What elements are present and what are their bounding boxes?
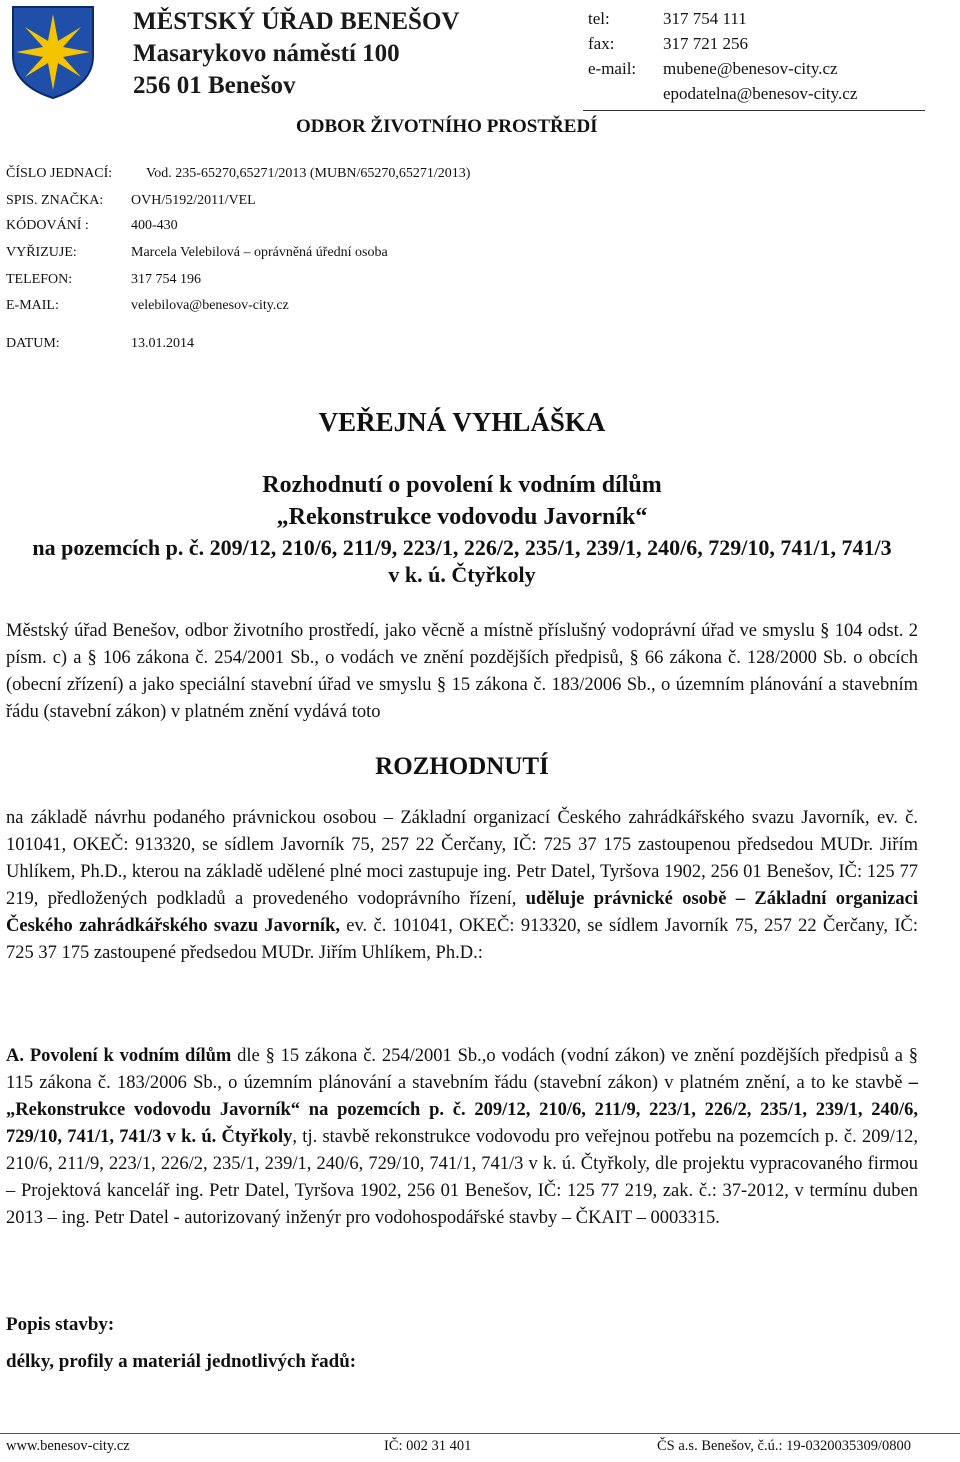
meta-row-datum [6,336,194,352]
org-address-city: 256 01 Benešov [133,72,296,99]
tel-value: 317 754 111 [663,9,747,28]
footer-ic: IČ: 002 31 401 [384,1438,472,1454]
city-coat-of-arms-logo [10,4,96,100]
org-address-street: Masarykovo náměstí 100 [133,40,400,67]
contact-block [588,6,928,106]
popis-stavby-heading: Popis stavby: [6,1314,115,1335]
meta-value: Marcela Velebilová – oprávněná úřední osoba [131,245,388,260]
section-a-heading: A. Povolení k vodním dílům [6,1046,232,1066]
section-a-project-bold: – „Rekonstrukce vodovodu Javorník“ na pozemcích p. č. 209/12, 210/6, 211/9, 223/1, 226/2, 235/1, 239/1, 240/6, 729/10, 741/1, 741/3 v k. ú. Čtyřkoly [6,1073,918,1147]
meta-label: DATUM: [6,336,60,351]
delky-heading: délky, profily a materiál jednotlivých řadů: [6,1351,357,1372]
meta-value: 13.01.2014 [131,336,194,351]
email-link-epodatelna[interactable]: epodatelna@benesov-city.cz [663,84,858,103]
meta-value: Vod. 235-65270,65271/2013 (MUBN/65270,65271/2013) [146,166,471,181]
header-divider [583,110,925,111]
department-name: ODBOR ŽIVOTNÍHO PROSTŘEDÍ [296,116,598,137]
project-name: „Rekonstrukce vodovodu Javorník“ [276,504,648,530]
decision-subject: Rozhodnutí o povolení k vodním dílům [262,472,662,498]
document-title: VEŘEJNÁ VYHLÁŠKA [318,407,606,437]
email-label: e-mail: [588,59,637,78]
meta-label: TELEFON: [6,272,73,287]
meta-row-telefon [6,272,201,288]
intro-paragraph [6,618,918,726]
organization-header [133,6,459,102]
decision-paragraph [6,805,918,967]
meta-row-email [6,298,289,314]
intro-text: Městský úřad Benešov, odbor životního prostředí, jako věcně a místně příslušný vodoprávní úřad ve smyslu § 104 odst. 2 písm. c) a § 106 zákona č. 254/2001 Sb., o vodách ve znění pozdějších předpisů, § 66 zákona č. 128/2000 Sb. o obcích (obecní zřízení) a jako speciální stavební úřad ve smyslu § 15 zákona č. 183/2006 Sb., o územním plánování a stavebním řádu (stavební zákon) v platném znění vydává toto [6,621,918,722]
meta-row-spis [6,193,256,209]
footer-bank-account: ČS a.s. Benešov, č.ú.: 19-0320035309/0800 [657,1438,912,1454]
footer-website-link[interactable]: www.benesov-city.cz [6,1438,130,1454]
meta-row-cislo [6,166,471,182]
meta-row-kod [6,218,178,234]
parcel-list: na pozemcích p. č. 209/12, 210/6, 211/9, 223/1, 226/2, 235/1, 239/1, 240/6, 729/10, 741/1, 741/3 [32,535,892,560]
meta-row-vyrizuje [6,245,388,261]
decision-bold-text: uděluje právnické osobě – Základní organizaci Českého zahrádkářského svazu Javorník, [6,889,918,936]
footer-divider [0,1433,960,1434]
cadastral-area: v k. ú. Čtyřkoly [388,562,536,587]
meta-value: velebilova@benesov-city.cz [131,298,289,313]
meta-value: 317 754 196 [131,272,201,287]
meta-value: 400-430 [131,218,178,233]
email-link-mubene[interactable]: mubene@benesov-city.cz [663,59,838,78]
meta-label: ČÍSLO JEDNACÍ: [6,166,113,181]
fax-label: fax: [588,34,615,53]
decision-text-1: na základě návrhu podaného právnickou osobou – Základní organizací Českého zahrádkářského svazu Javorník, ev. č. 101041, OKEČ: 913320, se sídlem Javorník 75, 257 22 Čerčany, IČ: 725 37 175 zastoupenou předsedou MUDr. Jiřím Uhlíkem, Ph.D., kterou na základě udělené plné moci zastupuje ing. Petr Datel, Tyršova 1902, 256 01 Benešov, IČ: 125 77 219, předložených podkladů a provedeného vodoprávního řízení, [6,808,918,909]
tel-label: tel: [588,9,610,28]
meta-label: E-MAIL: [6,298,59,313]
section-a-text-2: , tj. stavbě rekonstrukce vodovodu pro veřejnou potřebu na pozemcích p. č. 209/12, 210/6, 211/9, 223/1, 226/2, 235/1, 239/1, 240/6, 729/10, 741/1, 741/3 v k. ú. Čtyřkoly, dle projektu vypracovaného firmou – Projektová kancelář ing. Petr Datel, Tyršova 1902, 256 01 Benešov, IČ: 125 77 219, zak. č.: 37-2012, v termínu duben 2013 – ing. Petr Datel - autorizovaný inženýr pro vodohospodářské stavby – ČKAIT – 0003315. [6,1127,918,1228]
meta-value: OVH/5192/2011/VEL [131,193,256,208]
decision-text-2: ev. č. 101041, OKEČ: 913320, se sídlem Javorník 75, 257 22 Čerčany, IČ: 725 37 175 zastoupené předsedou MUDr. Jiřím Uhlíkem, Ph.D.: [6,916,918,963]
decision-heading: ROZHODNUTÍ [375,753,549,780]
meta-label: SPIS. ZNAČKA: [6,193,104,208]
section-a-paragraph [6,1043,918,1232]
org-name: MĚSTSKÝ ÚŘAD BENEŠOV [133,8,460,35]
section-a-text-1: dle § 15 zákona č. 254/2001 Sb.,o vodách (vodní zákon) ve znění pozdějších předpisů a § 115 zákona č. 183/2006 Sb., o územním plánování a stavebním řádu (stavební zákon) v platném znění, a to ke stavbě [6,1046,918,1093]
fax-value: 317 721 256 [663,34,748,53]
meta-label: KÓDOVÁNÍ : [6,218,89,233]
meta-label: VYŘIZUJE: [6,245,77,260]
